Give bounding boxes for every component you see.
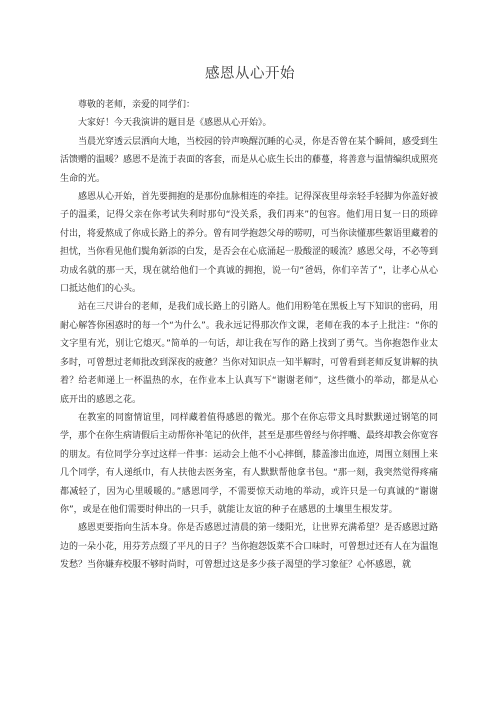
body-paragraph: 感恩从心开始，首先要拥抱的是那份血脉相连的牵挂。记得深夜里母亲轻手轻脚为你盖好被子的温柔，记得父亲在你考试失利时那句“没关系，我们再来”的包容。他们用日复一日的琐碎付出，将爱熬成了你成长路上的养分。曾有同学抱怨父母的唠叨，可当你读懂那些絮语里藏着的担忧，当你看见他们鬓角新添的白发，是否会在心底涌起一股酸涩的暖流？感恩父母，不必等到功成名就的那一天，现在就给他们一个真诚的拥抱，说一句“爸妈，你们辛苦了”，让孝心从心口抵达他们的心头。 [60, 192, 439, 295]
greeting-paragraph: 尊敬的老师，亲爱的同学们： [78, 100, 196, 110]
body-paragraph: 在教室的同窗情谊里，同样藏着值得感恩的微光。那个在你忘带文具时默默递过钢笔的同学，那个在你生病请假后主动帮你补笔记的伙伴，甚至是那些曾经与你拌嘴、最终却教会你宽容的朋友。有位同学分享过这样一件事：运动会上他不小心摔倒，膝盖渗出血迹，周围立刻围上来几个同学，有人递纸巾，有人扶他去医务室，有人默默帮他拿书包。“那一刻，我突然觉得疼痛都减轻了，因为心里暖暖的。”感恩同学，不需要惊天动地的举动，或许只是一句真诚的“谢谢你”，或是在他们需要时伸出的一只手，就能让友谊的种子在感恩的土壤里生根发芽。 [60, 412, 439, 515]
body-paragraph: 站在三尺讲台的老师，是我们成长路上的引路人。他们用粉笔在黑板上写下知识的密码，用耐心解答你困惑时的每一个“为什么”。我永远记得那次作文课，老师在我的本子上批注：“你的文字里有光，别让它熄灭。”简单的一句话，却让我在写作的路上找到了勇气。当你抱怨作业太多时，可曾想过老师批改到深夜的疲惫？当你对知识点一知半解时，可曾看到老师反复讲解的执着？给老师递上一杯温热的水，在作业本上认真写下“谢谢老师”，这些微小的举动，都是从心底开出的感恩之花。 [60, 302, 439, 405]
body-paragraph: 当晨光穿透云层洒向大地，当校园的铃声唤醒沉睡的心灵，你是否曾在某个瞬间，感受到生活馈赠的温暖？感恩不是流于表面的客套，而是从心底生长出的藤蔓，将善意与温情编织成照亮生命的光。 [60, 136, 439, 184]
body-paragraph: 感恩更要指向生活本身。你是否感恩过清晨的第一缕阳光，让世界充满希望？是否感恩过路边的一朵小花，用芬芳点缀了平凡的日子？当你抱怨饭菜不合口味时，可曾想过还有人在为温饱发愁？当你嫌弃校服不够时尚时，可曾想过这是多少孩子渴望的学习象征？心怀感恩，就 [60, 523, 439, 571]
document-body [60, 96, 438, 575]
opening-paragraph: 大家好！今天我演讲的题目是《感恩从心开始》。 [78, 118, 272, 129]
document-title: 感恩从心开始 [205, 66, 295, 82]
